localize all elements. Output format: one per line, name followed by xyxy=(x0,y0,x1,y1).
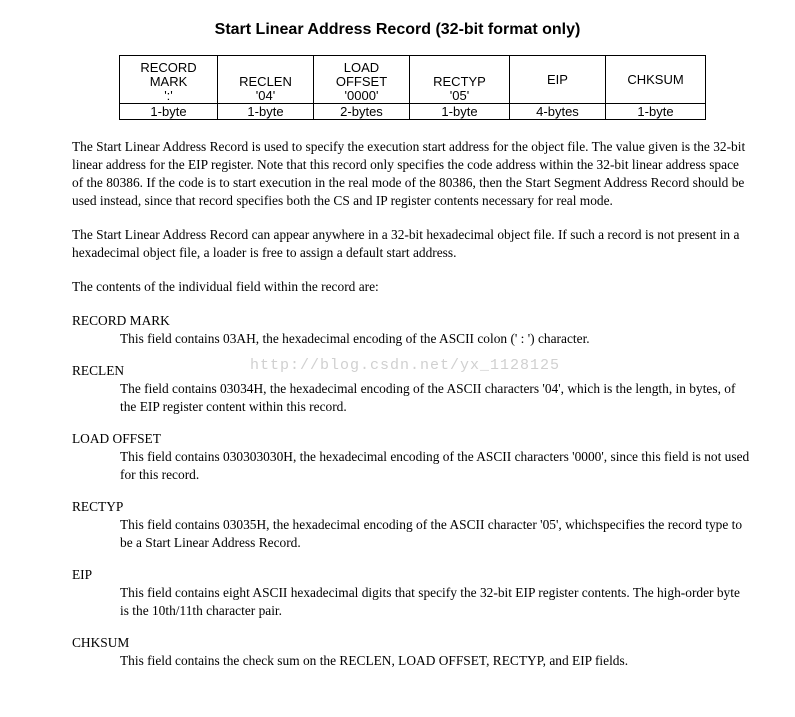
record-format-table xyxy=(119,55,706,120)
field-rectyp xyxy=(72,498,752,552)
col-eip xyxy=(510,56,606,104)
field-name: RECORD MARK xyxy=(72,313,170,328)
col-rectyp xyxy=(410,56,510,104)
table-header-row xyxy=(120,56,706,104)
field-record-mark xyxy=(72,312,752,348)
field-name: EIP xyxy=(72,567,93,582)
page-title: Start Linear Address Record (32-bit format only) xyxy=(214,21,581,38)
field-description: This field contains eight ASCII hexadecimal digits that specify the 32-bit EIP register contents. The high-order byte is the 10th/11th character pair. xyxy=(120,585,740,618)
col-chksum xyxy=(606,56,706,104)
intro-paragraph: The Start Linear Address Record is used to specify the execution start address for the object file. The value given is the 32-bit linear address for the EIP register. Note that this record only specifies the code address within the 32-bit linear address space of the 80386. If the code is to start execution in the real mode of the 80386, then the Start Segment Address Record should be used instead, since that record specifies both the CS and IP register contents necessary for real mode. xyxy=(72,139,746,208)
field-name: RECTYP xyxy=(72,499,124,514)
field-name: RECLEN xyxy=(72,363,125,378)
size-cell: 2-bytes xyxy=(314,104,410,120)
field-description: The field contains 03034H, the hexadecimal encoding of the ASCII characters '04', which is the length, in bytes, of the EIP register content within this record. xyxy=(120,381,736,414)
size-cell: 1-byte xyxy=(606,104,706,120)
cell-line: RECLEN xyxy=(239,74,292,89)
field-eip xyxy=(72,566,752,620)
cell-line: RECORD xyxy=(140,60,197,75)
col-load-offset xyxy=(314,56,410,104)
cell-line: '05' xyxy=(449,88,470,103)
table-size-row xyxy=(120,104,706,120)
cell-line: RECTYP xyxy=(433,74,486,89)
size-cell: 1-byte xyxy=(410,104,510,120)
col-record-mark xyxy=(120,56,218,104)
field-load-offset xyxy=(72,430,752,484)
cell-line: ':' xyxy=(164,88,173,103)
field-description: This field contains 03035H, the hexadecimal encoding of the ASCII character '05', whichspecifies the record type to be a Start Linear Address Record. xyxy=(120,517,743,550)
placement-paragraph: The Start Linear Address Record can appear anywhere in a 32-bit hexadecimal object file. If such a record is not present in a hexadecimal object file, a loader is free to assign a default start address. xyxy=(72,227,740,260)
field-name: CHKSUM xyxy=(72,635,130,650)
field-description: This field contains 030303030H, the hexadecimal encoding of the ASCII characters '0000', since this field is not used for this record. xyxy=(120,449,750,482)
cell-line: '0000' xyxy=(344,88,379,103)
cell-line: '04' xyxy=(255,88,276,103)
size-cell: 1-byte xyxy=(120,104,218,120)
cell-line: CHKSUM xyxy=(627,71,684,87)
field-description: This field contains 03AH, the hexadecimal encoding of the ASCII colon (' : ') character. xyxy=(120,331,590,346)
document-body xyxy=(72,138,752,684)
field-chksum xyxy=(72,634,752,670)
size-cell: 4-bytes xyxy=(510,104,606,120)
cell-line: LOAD xyxy=(343,60,380,75)
col-reclen xyxy=(218,56,314,104)
fields-intro-paragraph: The contents of the individual field within the record are: xyxy=(72,279,379,294)
field-name: LOAD OFFSET xyxy=(72,431,161,446)
cell-line: EIP xyxy=(547,71,568,87)
size-cell: 1-byte xyxy=(218,104,314,120)
field-description: This field contains the check sum on the RECLEN, LOAD OFFSET, RECTYP, and EIP fields. xyxy=(120,653,629,668)
cell-line: MARK xyxy=(149,74,188,89)
watermark-text: http://blog.csdn.net/yx_1128125 xyxy=(250,357,561,374)
cell-line: OFFSET xyxy=(335,74,388,89)
